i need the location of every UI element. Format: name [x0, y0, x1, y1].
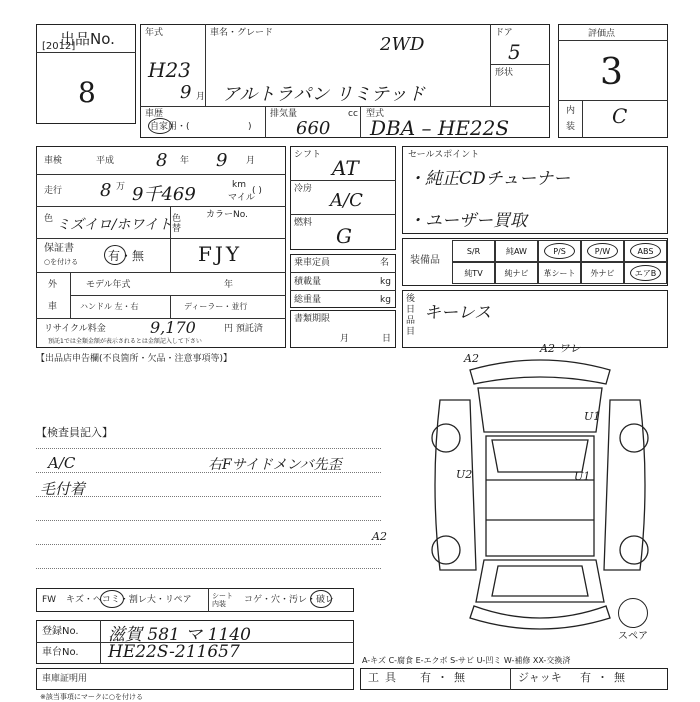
- equip-cell: ABS: [624, 240, 667, 262]
- equip-label: 装備品: [410, 255, 440, 266]
- foreign-label-2: 車: [48, 302, 58, 312]
- seat-options: コゲ・穴・汚レ・破レ: [244, 595, 335, 605]
- drive-value: 2WD: [380, 34, 425, 55]
- footnote: ※該当事項にマークに○を付ける: [40, 693, 143, 701]
- mileage-paren: ( ): [252, 186, 262, 196]
- equip-cell: 外ナビ: [581, 262, 624, 284]
- equip-cell: 革シート: [538, 262, 581, 284]
- mark-u1-mid: U1: [574, 470, 591, 483]
- rear-label: 後日品目: [406, 294, 416, 337]
- sales-line-1: ・純正CDチューナー: [408, 169, 571, 189]
- mileage-rest: 9千469: [132, 184, 196, 205]
- reg-value: 滋賀 581 マ 1140: [108, 625, 251, 645]
- inspection-year: 8: [156, 150, 168, 171]
- equip-circle: [630, 265, 661, 281]
- shift-value: AT: [332, 156, 359, 180]
- inspection-month-unit: 月: [246, 156, 256, 166]
- tools-label: 工具: [368, 671, 402, 684]
- foreign-label-1: 外: [48, 280, 58, 290]
- interior-label-1: 内: [566, 106, 576, 116]
- model-label: 型式: [366, 109, 385, 119]
- year-value: H23: [148, 58, 191, 82]
- equip-cell: S/R: [452, 240, 495, 262]
- docs-month: 月: [340, 334, 350, 344]
- fuel-value: G: [336, 224, 352, 248]
- dealer-label: ディーラー・並行: [184, 302, 248, 311]
- tools-options: 有・無: [420, 671, 471, 684]
- recycle-unit: 円 預託済: [224, 324, 263, 334]
- load-label: 積載量: [294, 277, 322, 287]
- equip-cell: エアB: [624, 262, 667, 284]
- mark-a2-crack: A2 ワレ: [540, 342, 581, 355]
- color-change-label: 色替: [172, 214, 182, 234]
- color-value: ミズイロ/ホワイト: [56, 217, 173, 233]
- inspector-line-1-right: 右Fサイドメンバ先歪: [208, 457, 342, 473]
- fuel-label: 燃料: [294, 218, 313, 228]
- chassis-value: HE22S-211657: [108, 642, 240, 662]
- cc-unit: cc: [348, 109, 358, 119]
- fw-label: FW: [42, 595, 57, 605]
- gross-label: 総重量: [294, 295, 322, 305]
- color-no-value: FJY: [198, 242, 243, 266]
- mileage-man: 8: [100, 180, 112, 201]
- reg-label: 登録No.: [42, 626, 79, 637]
- car-name-value: アルトラパン リミテッド: [222, 84, 426, 105]
- inspector-line-1-left: A/C: [48, 454, 76, 472]
- color-no-label: カラーNo.: [206, 210, 248, 220]
- color-label: 色: [44, 214, 54, 224]
- mark-u2: U2: [456, 468, 473, 481]
- interior-value: C: [612, 104, 628, 128]
- lot-label: 出品No.: [60, 30, 115, 48]
- year-stamp: [2012]: [42, 41, 76, 52]
- door-value: 5: [508, 40, 521, 64]
- equip-circle: [630, 243, 661, 259]
- mileage-label: 走行: [44, 186, 63, 196]
- handle-label: ハンドル 左・右: [80, 302, 139, 311]
- mileage-unit-km: km: [232, 180, 246, 190]
- warranty-label: 保証書: [44, 243, 74, 254]
- load-unit: kg: [380, 277, 391, 287]
- model-value: DBA – HE22S: [370, 116, 510, 140]
- fw-circle: [100, 590, 124, 608]
- category-close: ): [248, 122, 252, 132]
- spare-label: スペア: [618, 631, 648, 642]
- car-label: 車名・グレード: [210, 28, 274, 38]
- equip-cell: P/W: [581, 240, 624, 262]
- mileage-man-unit: 万: [116, 182, 126, 192]
- month-value: 9: [180, 82, 192, 103]
- sales-label: セールスポイント: [408, 150, 480, 160]
- model-year-label: モデル年式: [86, 280, 131, 290]
- seat-circle: [310, 590, 332, 608]
- inspection-era: 平成: [96, 156, 115, 166]
- mark-u1-right: U1: [584, 410, 601, 423]
- equip-circle: [587, 243, 618, 259]
- shape-label: 形状: [495, 68, 514, 78]
- category-circle: [148, 118, 172, 134]
- equip-cell: 純ナビ: [495, 262, 538, 284]
- damage-legend: A-キズ C-腐食 E-エクボ S-サビ U-凹ミ W-補修 XX-交換済: [362, 656, 571, 665]
- jack-options: 有・無: [580, 671, 631, 684]
- inspection-year-unit: 年: [180, 156, 190, 166]
- displacement-value: 660: [296, 118, 331, 139]
- interior-label-2: 装: [566, 122, 576, 132]
- fw-options: キズ・ヘコミ・割レ大・リペア: [66, 595, 192, 605]
- equip-circle: [544, 243, 575, 259]
- capacity-label: 乗車定員: [294, 258, 331, 268]
- warranty-options: 有・無: [108, 249, 145, 263]
- recycle-note: 預託1では全類金額が表示されるとは金額記入して下さい: [48, 338, 202, 345]
- category-options: 自家用・(: [150, 122, 190, 132]
- car-damage-diagram: [400, 340, 690, 640]
- equip-cell: 純AW: [495, 240, 538, 262]
- garage-label: 車庫証明用: [42, 674, 88, 684]
- sales-line-2: ・ユーザー買取: [408, 211, 527, 231]
- equip-cell: 純TV: [452, 262, 495, 284]
- lot-number: 8: [78, 76, 96, 109]
- ac-label: 冷房: [294, 184, 313, 194]
- recycle-label: リサイクル料金: [44, 324, 106, 334]
- seat-label: シート内装: [212, 592, 233, 608]
- shift-label: シフト: [294, 150, 322, 160]
- inspection-label: 車検: [44, 156, 63, 166]
- door-label: ドア: [495, 28, 513, 38]
- mileage-unit-mile: マイル: [228, 193, 255, 203]
- recycle-value: 9,170: [150, 318, 196, 337]
- inspection-month: 9: [216, 150, 228, 171]
- docs-day: 日: [382, 334, 392, 344]
- warranty-circle: [104, 245, 126, 265]
- equip-cell: P/S: [538, 240, 581, 262]
- mark-a2-side: A2: [372, 530, 387, 543]
- inspector-label: 【検査員記入】: [36, 426, 113, 439]
- spare-tire-circle: [618, 598, 648, 628]
- docs-label: 書類期限: [294, 314, 331, 324]
- warranty-note: ○を付ける: [44, 258, 79, 266]
- gross-unit: kg: [380, 295, 391, 305]
- score-value: 3: [600, 52, 623, 93]
- mark-a2-front: A2: [464, 352, 479, 365]
- model-year-unit: 年: [224, 280, 234, 290]
- chassis-label: 車台No.: [42, 647, 79, 658]
- category-label: 車歴: [145, 109, 164, 119]
- score-label: 評価点: [588, 29, 616, 39]
- jack-label: ジャッキ: [518, 671, 562, 684]
- inspector-line-2: 毛付着: [40, 480, 86, 498]
- capacity-unit: 名: [380, 258, 390, 268]
- month-unit: 月: [196, 92, 206, 102]
- displacement-label: 排気量: [270, 109, 298, 119]
- year-label: 年式: [145, 28, 164, 38]
- ac-value: A/C: [330, 190, 363, 211]
- rear-value: キーレス: [424, 303, 492, 323]
- seller-notes-label: 【出品店申告欄(不良箇所・欠品・注意事項等)】: [36, 354, 233, 364]
